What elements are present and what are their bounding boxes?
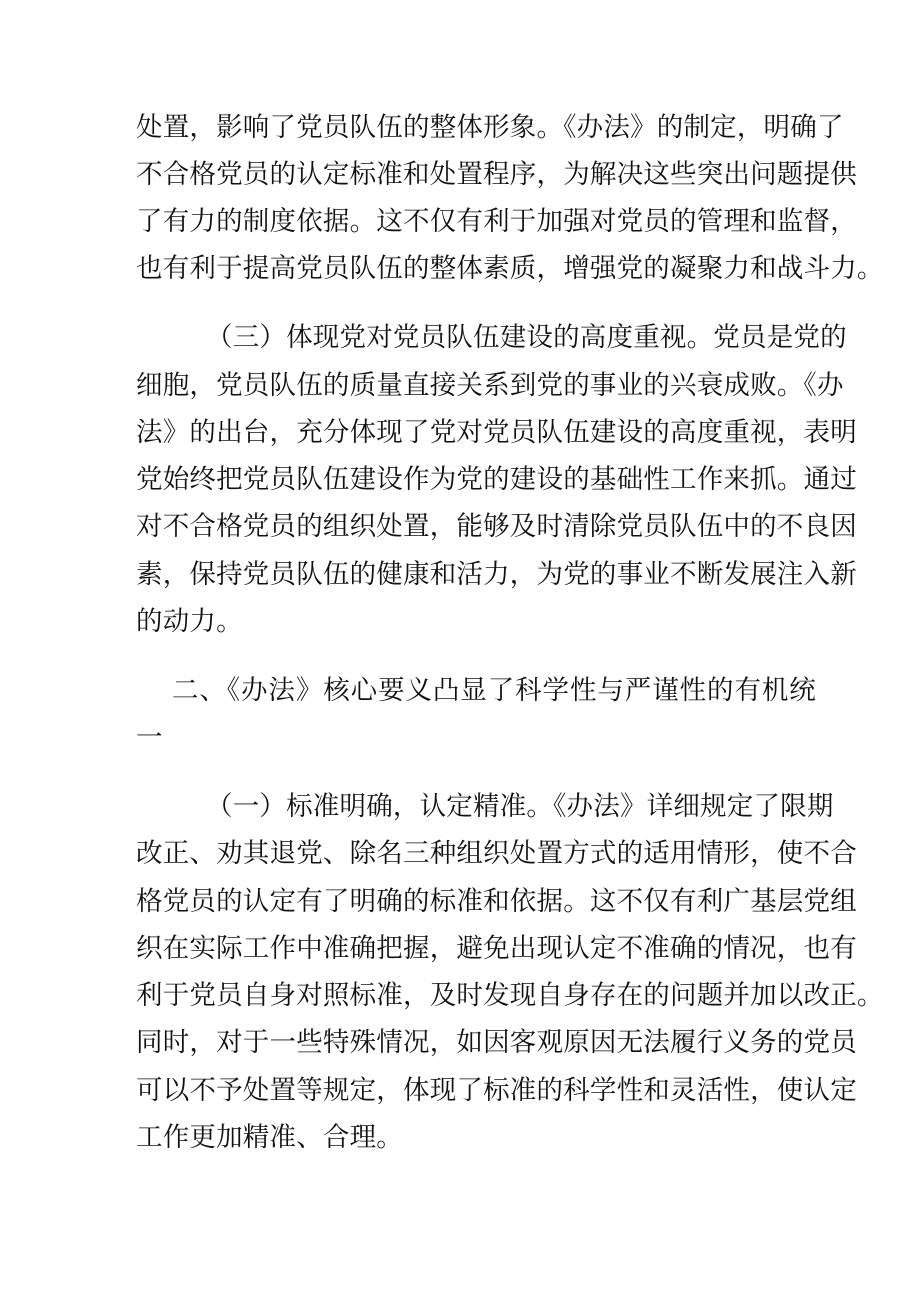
text-line: 可以不予处置等规定，体现了标准的科学性和灵活性，使认定: [136, 1075, 857, 1106]
text-line: 对不合格党员的组织处置，能够及时清除党员队伍中的不良因: [136, 511, 857, 542]
text-line: 的动力。: [136, 606, 243, 637]
text-line: （一）标准明确，认定精准。《办法》详细规定了限期: [206, 791, 834, 822]
text-line: 法》的出台，充分体现了党对党员队伍建设的高度重视，表明: [136, 417, 857, 448]
text-line: 改正、劝其退党、除名三种组织处置方式的适用情形，使不合: [136, 838, 857, 869]
text-line: 也有利于提高党员队伍的整体素质，增强党的凝聚力和战斗力。: [136, 253, 884, 284]
text-line: 了有力的制度依据。这不仅有利于加强对党员的管理和监督，: [136, 206, 857, 237]
text-line: 不合格党员的认定标准和处置程序，为解决这些突出问题提供: [136, 159, 857, 190]
text-line: 利于党员自身对照标准，及时发现自身存在的问题并加以改正。: [136, 980, 884, 1011]
text-line: 细胞，党员队伍的质量直接关系到党的事业的兴衰成败。《办: [136, 370, 844, 401]
text-line: 素，保持党员队伍的健康和活力，为党的事业不断发展注入新: [136, 559, 857, 590]
text-line: 织在实际工作中准确把握，避免出现认定不准确的情况，也有: [136, 933, 857, 964]
text-line: 格党员的认定有了明确的标准和依据。这不仅有利广基层党组: [136, 886, 857, 917]
text-line: 处置，影响了党员队伍的整体形象。《办法》的制定，明确了: [136, 112, 844, 143]
text-line: （三）体现党对党员队伍建设的高度重视。党员是党的: [206, 322, 847, 353]
text-line: 同时，对于一些特殊情况，如因客观原因无法履行义务的党员: [136, 1027, 857, 1058]
heading-line: 一: [136, 722, 163, 753]
text-line: 党始终把党员队伍建设作为党的建设的基础性工作来抓。通过: [136, 464, 857, 495]
heading-line: 二、《办法》核心要义凸显了科学性与严谨性的有机统: [172, 675, 816, 706]
text-line: 工作更加精准、合理。: [136, 1122, 403, 1153]
